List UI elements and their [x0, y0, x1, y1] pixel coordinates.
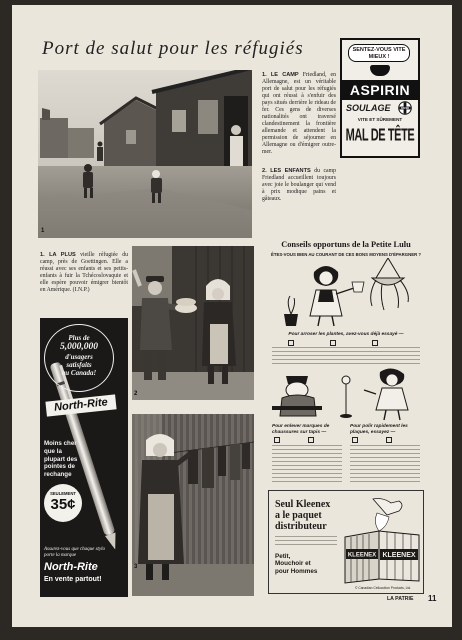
- north-rite-claim: Moins cher que la plupart des pointes de rechange: [44, 440, 78, 479]
- aspirin-emblem: [370, 65, 390, 76]
- tip-checkbox: [330, 340, 336, 346]
- size-line: Mouchoir et: [275, 560, 311, 568]
- body-text-block: [350, 445, 420, 483]
- lulu-figure: [310, 266, 364, 326]
- tubby-figure: [272, 376, 322, 416]
- flower-pot: [284, 296, 298, 326]
- kleenex-box: [379, 531, 419, 581]
- petite-lulu-ad: [268, 238, 424, 488]
- caption-body: vieille réfugiée du camp, près de Goettingen. Elle a réussi avec ses enfants et ses petits-enfants à fuir la Tchécoslovaquie et elle espère pouvoir émigrer bientôt en Amérique. (I.N.P.): [40, 252, 129, 293]
- photo-camp-image: [38, 70, 252, 238]
- size-line: Petit,: [275, 553, 291, 560]
- tip-question-plants: Pour arroser les plantes, avez-vous déjà essayé —: [288, 332, 404, 337]
- lulu-title: Conseils opportuns de la Petite Lulu: [281, 240, 411, 249]
- price-value: 35¢: [50, 496, 76, 513]
- aspirin-brand: ASPIRIN: [342, 80, 418, 100]
- caption-body: Friedland, en Allemagne, est un véritable port de salut pour les réfugiés qui ont réussi à s'enfuir des pays situés derrière le rideau de fer. Ces gens de diverses nationalités ont traversé clandestinement la frontière allemande et attendent la permission de séjourner en Allemagne ou d'émigrer outre-mer.: [262, 72, 336, 155]
- lulu-cartoon-shoes: [268, 366, 424, 422]
- tip-question-polish: Pour polir rapidement les plaques, essayez —: [350, 424, 408, 435]
- caption-lead: 1. LE CAMP: [262, 72, 299, 78]
- caption-lead: 1. LA PLUS: [40, 252, 76, 258]
- body-text-block: [272, 347, 420, 365]
- kleenex-copyright: © Canadian Cellucotton Products, Ltd.: [355, 586, 412, 590]
- tip-question-shoes: Pour enlever marques de chaussures sur tapis —: [272, 424, 330, 435]
- north-rite-logo: North-Rite: [45, 394, 116, 416]
- badge-line: d'usagers: [65, 353, 93, 361]
- satisfied-users-badge: [44, 324, 114, 392]
- photo-laundry: [132, 414, 254, 596]
- bayer-text: BAYER: [401, 107, 409, 110]
- caption-lead: 2. LES ENFANTS: [262, 168, 311, 174]
- photo-baker-image: [132, 246, 254, 400]
- caption-body: du camp Friedland accueillent toujours avec joie le boulanger qui vend à prix modique pains et gâteaux.: [262, 168, 336, 202]
- tip-checkbox: [308, 437, 314, 443]
- north-rite-assurance: Assurez-vous que chaque stylo porte la marque: [44, 547, 106, 558]
- body-text-block: [272, 445, 342, 483]
- photo-number: 1: [41, 228, 45, 234]
- price-label: SEULEMENT: [50, 491, 76, 496]
- size-line: pour Hommes: [275, 567, 318, 575]
- kleenex-box: [345, 531, 379, 583]
- tip-checkbox: [386, 437, 392, 443]
- headline-line: a le paquet: [275, 510, 322, 521]
- polish-tool: [340, 376, 352, 418]
- aspirin-ad: [340, 38, 420, 158]
- badge-line: 5,000,000: [60, 342, 98, 352]
- box-label: KLEENEX: [382, 552, 416, 559]
- headline-line: distributeur: [275, 521, 327, 532]
- page-title: Port de salut pour les réfugiés: [42, 38, 304, 59]
- aspirin-subline: VITE ET SÛREMENT: [357, 117, 403, 122]
- body-text-block: [275, 536, 337, 548]
- person-walking: [97, 142, 103, 162]
- photo-laundry-image: [132, 414, 254, 596]
- tip-checkbox: [288, 340, 294, 346]
- lulu-figure-2: [364, 368, 408, 420]
- photo-camp: [38, 70, 252, 238]
- price-badge: [44, 484, 82, 522]
- tip-checkbox: [274, 437, 280, 443]
- tip-checkbox: [352, 437, 358, 443]
- lulu-subtitle: ÊTES-VOUS BIEN AU COURANT DE CES BONS MOYENS D'ÉPARGNER ?: [271, 252, 421, 257]
- north-rite-brand: North-Rite: [44, 561, 98, 573]
- page-number: 11: [428, 594, 437, 603]
- aspirin-ailment: MAL DE TÊTE: [345, 126, 415, 146]
- badge-line: satisfaits: [66, 361, 92, 369]
- caption-eldest: [40, 252, 128, 294]
- caption-camp: [262, 72, 336, 156]
- newspaper-name: LA PATRIE: [387, 596, 414, 602]
- kleenex-boxes-illustration: [343, 497, 421, 585]
- kleenex-sizes: [275, 553, 317, 575]
- bayer-cross-icon: [398, 101, 412, 115]
- lulu-cartoon-plants: [268, 258, 424, 330]
- headline-line: Seul Kleenex: [275, 499, 331, 510]
- tip-checkbox: [372, 340, 378, 346]
- north-rite-ad: [40, 318, 128, 597]
- north-rite-availability: En vente partout!: [44, 576, 102, 583]
- photo-baker: [132, 246, 254, 400]
- hand-pulling-tissue: [373, 499, 402, 532]
- badge-line: au Canada!: [61, 369, 97, 377]
- photo-number: 2: [134, 391, 138, 397]
- photo-number: 3: [134, 564, 138, 570]
- aspirin-tagline: SENTEZ-VOUS VITE MIEUX !: [348, 44, 410, 62]
- caption-children: [262, 168, 336, 203]
- box-label: KLEENEX: [347, 552, 377, 559]
- aspirin-verb: SOULAGE: [346, 103, 391, 113]
- kleenex-headline: [275, 499, 330, 532]
- badge-line: Plus de: [68, 334, 90, 342]
- kleenex-ad: [268, 490, 424, 594]
